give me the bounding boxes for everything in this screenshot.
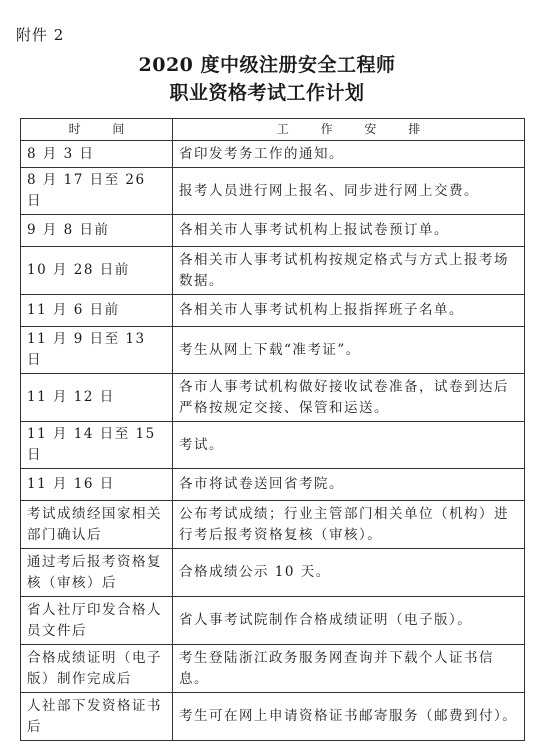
table-row [21, 141, 525, 168]
time-cell: 11 月 16 日 [21, 469, 173, 501]
time-cell: 8 月 3 日 [21, 141, 173, 168]
time-cell: 通过考后报考资格复核（审核）后 [21, 549, 173, 597]
table-row [21, 693, 525, 741]
table-row [21, 469, 525, 501]
task-cell: 各市人事考试机构做好接收试卷准备，试卷到达后严格按规定交接、保管和运送。 [173, 374, 525, 422]
task-cell: 各相关市人事考试机构上报试卷预订单。 [173, 215, 525, 247]
time-cell: 11 月 6 日前 [21, 295, 173, 327]
time-cell: 合格成绩证明（电子版）制作完成后 [21, 645, 173, 693]
time-cell: 11 月 14 日至 15 日 [21, 422, 173, 469]
table-row [21, 645, 525, 693]
table-row [21, 549, 525, 597]
table-row [21, 597, 525, 645]
task-cell: 考试。 [173, 422, 525, 469]
task-cell: 各市将试卷送回省考院。 [173, 469, 525, 501]
attachment-label: 附件 2 [16, 26, 65, 44]
schedule-table [20, 118, 525, 741]
document-title-line2: 职业资格考试工作计划 [169, 82, 365, 104]
table-header-row [21, 119, 525, 141]
table-row [21, 247, 525, 295]
task-cell: 省人事考试院制作合格成绩证明（电子版）。 [173, 597, 525, 645]
table-row [21, 422, 525, 469]
time-cell: 11 月 12 日 [21, 374, 173, 422]
time-cell: 8 月 17 日至 26 日 [21, 168, 173, 215]
header-time: 时 间 [21, 119, 173, 141]
time-cell: 省人社厅印发合格人员文件后 [21, 597, 173, 645]
task-cell: 考生登陆浙江政务服务网查询并下载个人证书信息。 [173, 645, 525, 693]
table-row [21, 215, 525, 247]
task-cell: 合格成绩公示 10 天。 [173, 549, 525, 597]
task-cell: 公布考试成绩；行业主管部门相关单位（机构）进行考后报考资格复核（审核）。 [173, 501, 525, 549]
task-cell: 省印发考务工作的通知。 [173, 141, 525, 168]
table-row [21, 374, 525, 422]
document-title-line1: 2020 度中级注册安全工程师 [138, 54, 396, 76]
task-cell: 各相关市人事考试机构按规定格式与方式上报考场数据。 [173, 247, 525, 295]
time-cell: 考试成绩经国家相关部门确认后 [21, 501, 173, 549]
time-cell: 人社部下发资格证书后 [21, 693, 173, 741]
table-row [21, 295, 525, 327]
time-cell: 10 月 28 日前 [21, 247, 173, 295]
task-cell: 考生从网上下载“准考证”。 [173, 327, 525, 374]
time-cell: 11 月 9 日至 13 日 [21, 327, 173, 374]
table-row [21, 168, 525, 215]
table-row [21, 327, 525, 374]
task-cell: 各相关市人事考试机构上报指挥班子名单。 [173, 295, 525, 327]
task-cell: 考生可在网上申请资格证书邮寄服务（邮费到付）。 [173, 693, 525, 741]
table-row [21, 501, 525, 549]
header-task: 工 作 安 排 [173, 119, 525, 141]
time-cell: 9 月 8 日前 [21, 215, 173, 247]
task-cell: 报考人员进行网上报名、同步进行网上交费。 [173, 168, 525, 215]
